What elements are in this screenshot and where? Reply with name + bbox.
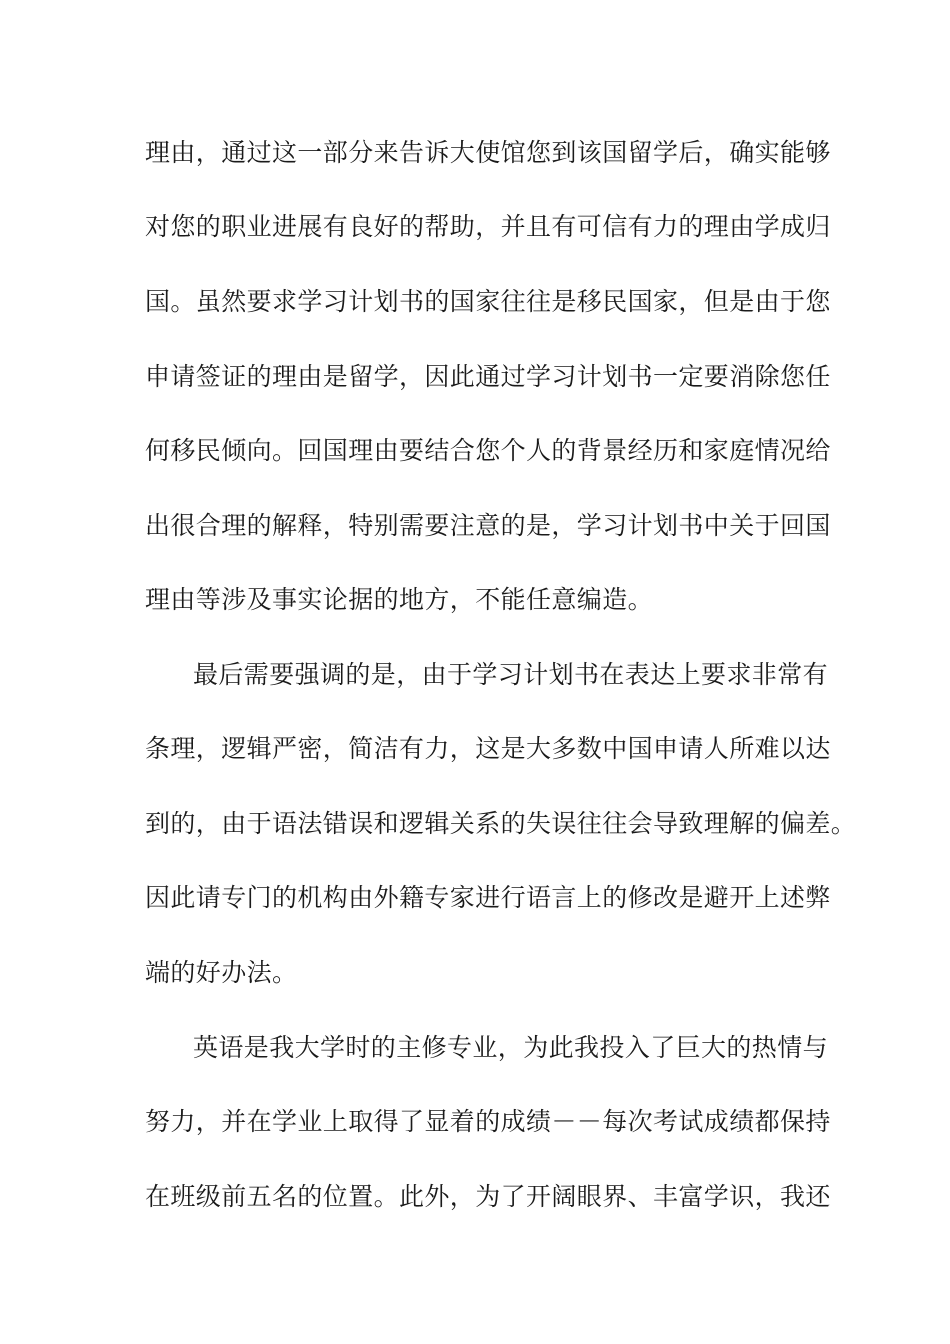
text-line: 国。虽然要求学习计划书的国家往往是移民国家，但是由于您: [145, 287, 831, 316]
text-line: 条理，逻辑严密，简洁有力，这是大多数中国申请人所难以达: [145, 734, 831, 763]
text-line: 理由，通过这一部分来告诉大使馆您到该国留学后，确实能够: [145, 138, 831, 167]
paragraph-first-line: 最后需要强调的是，由于学习计划书在表达上要求非常有: [193, 660, 829, 689]
paragraph-first-line: 英语是我大学时的主修专业，为此我投入了巨大的热情与: [193, 1033, 829, 1062]
text-line: 理由等涉及事实论据的地方，不能任意编造。: [145, 585, 654, 614]
text-line: 在班级前五名的位置。此外，为了开阔眼界、丰富学识，我还: [145, 1182, 831, 1211]
text-line: 因此请专门的机构由外籍专家进行语言上的修改是避开上述弊: [145, 883, 831, 912]
text-line: 何移民倾向。回国理由要结合您个人的背景经历和家庭情况给: [145, 436, 831, 465]
text-line: 出很合理的解释，特别需要注意的是，学习计划书中关于回国: [145, 511, 831, 540]
text-line: 对您的职业进展有良好的帮助，并且有可信有力的理由学成归: [145, 212, 831, 241]
text-line: 努力，并在学业上取得了显着的成绩－－每次考试成绩都保持: [145, 1107, 831, 1136]
text-line: 端的好办法。: [145, 958, 298, 987]
text-line: 申请签证的理由是留学，因此通过学习计划书一定要消除您任: [145, 362, 831, 391]
text-line: 到的，由于语法错误和逻辑关系的失误往往会导致理解的偏差。: [145, 809, 857, 838]
